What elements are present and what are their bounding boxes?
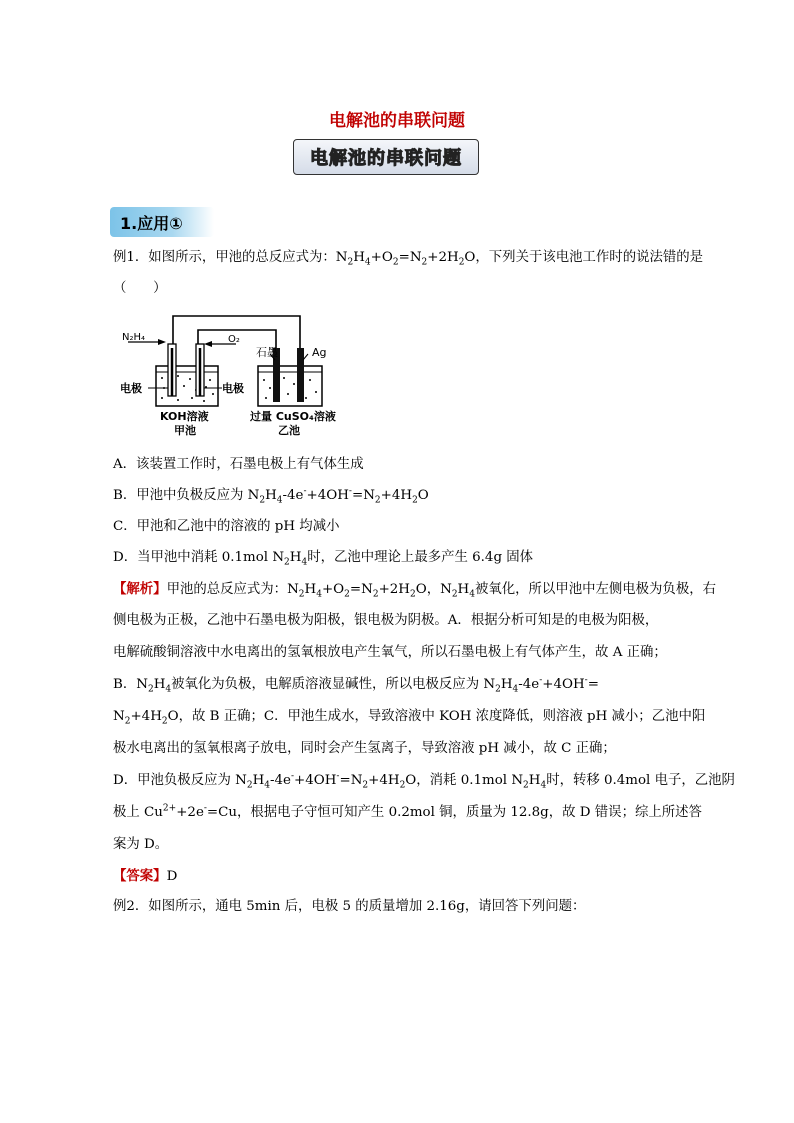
label-o2: O₂ (228, 334, 240, 345)
analysis-line-7: D．甲池负极反应为 $N_2H_4-4e^-+4OH^-=N_2+4H_2O$，消耗 0.1mol $N_2H_4$时，转移 0.4mol 电子，乙池阴 (113, 771, 735, 791)
example1-stem: 例1．如图所示，甲池的总反应式为：$N_2H_4+O_2=N_2+2H_2O$，下列关于该电池工作时的说法错的是 (113, 250, 704, 268)
label-yi: 乙池 (278, 424, 300, 437)
page-title: 电解池的串联问题 (329, 111, 465, 131)
label-electrode-left: 电极 (120, 382, 142, 395)
analysis-line-3: 电解硫酸铜溶液中水电离出的氢氧根放电产生氧气，所以石墨电极上有气体产生，故 A 正确； (113, 645, 667, 660)
option-a: A．该装置工作时，石墨电极上有气体生成 (113, 457, 364, 472)
analysis-line-5: $N_2+4H_2O$，故 B 正确；C．甲池生成水，导致溶液中 KOH 浓度降低，则溶液 pH 减小；乙池中阳 (113, 709, 706, 727)
option-d: D．当甲池中消耗 0.1mol $N_2H_4$时，乙池中理论上最多产生 6.4g 固体 (113, 550, 534, 568)
analysis-line-9: 案为 D。 (113, 837, 169, 852)
section-heading: 1.应用① (110, 207, 214, 237)
analysis-line-8: 极上 $Cu^{2+}+2e^-=Cu$，根据电子守恒可知产生 0.2mol 铜，质量为 12.8g，故 D 错误；综上所述答 (113, 803, 702, 820)
label-cuso4: 过量 CuSO₄溶液 (250, 410, 336, 423)
topic-banner: 电解池的串联问题 (293, 139, 479, 175)
option-b: B．甲池中负极反应为 $N_2H_4-4e^-+4OH^-=N_2+4H_2O$ (113, 486, 429, 506)
label-electrode-right: 电极 (222, 382, 244, 395)
electrolysis-diagram (118, 308, 348, 442)
analysis-tag: 【解析】 (113, 581, 167, 597)
answer-line (113, 867, 177, 886)
option-c: C．甲池和乙池中的溶液的 pH 均减小 (113, 519, 340, 534)
answer-value: D (166, 869, 178, 884)
analysis-line-2: 侧电极为正极，乙池中石墨电极为阳极，银电极为阴极。A．根据分析可知是的电极为阳极， (113, 613, 659, 628)
label-graphite: 石墨 (256, 346, 278, 359)
example2-stem: 例2．如图所示，通电 5min 后，电极 5 的质量增加 2.16g，请回答下列问题： (113, 899, 586, 914)
label-jia: 甲池 (174, 424, 196, 437)
label-ag: Ag (312, 346, 327, 359)
label-n2h4: N₂H₄ (122, 332, 146, 343)
label-koh: KOH溶液 (160, 410, 209, 423)
analysis-line-6: 极水电离出的氢氧根离子放电，同时会产生氢离子，导致溶液 pH 减小，故 C 正确； (113, 741, 616, 756)
example1-stem-blank: （ ） (113, 281, 167, 296)
analysis-line-4: B．$N_2H_4$被氧化为负极，电解质溶液显碱性，所以电极反应为 $N_2H_4-4e^-+4OH^-=$ (113, 675, 599, 695)
answer-tag: 【答案】 (113, 868, 167, 884)
analysis-line-1: 【解析】甲池的总反应式为：$N_2H_4+O_2=N_2+2H_2O$，$N_2H_4$被氧化，所以甲池中左侧电极为负极，右 (113, 581, 716, 600)
